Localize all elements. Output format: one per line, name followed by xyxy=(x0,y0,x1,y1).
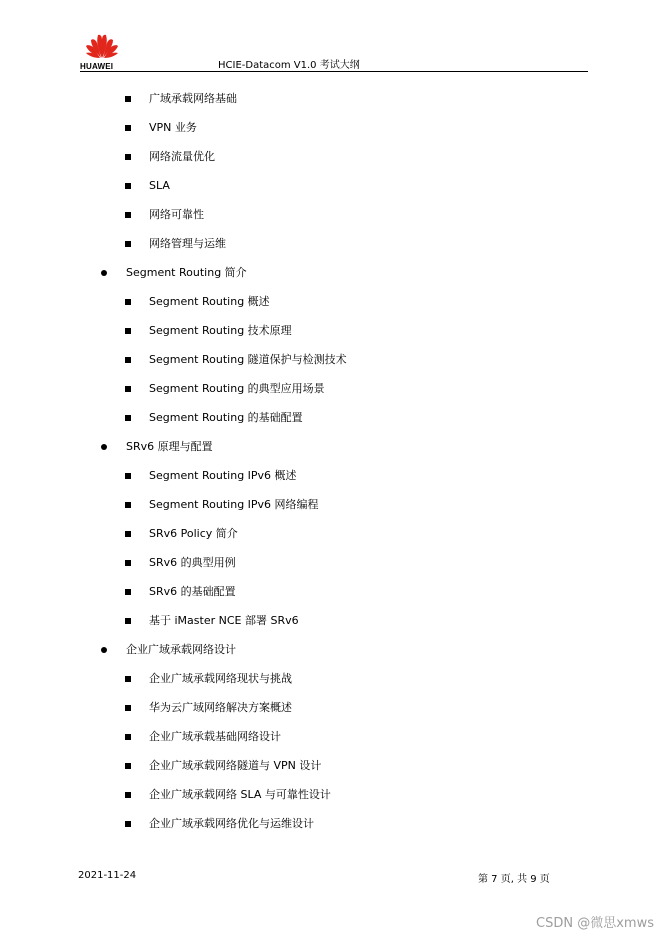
outline-item-label: 企业广域承载网络设计 xyxy=(126,643,236,656)
outline-subtopic xyxy=(0,142,668,171)
outline-subtopic xyxy=(0,606,668,635)
bullet-square-icon xyxy=(125,374,131,403)
bullet-square-icon xyxy=(125,403,131,432)
huawei-flower-icon xyxy=(84,32,120,60)
outline-item-label: Segment Routing IPv6 网络编程 xyxy=(149,498,319,511)
outline-item-label: 网络可靠性 xyxy=(149,208,204,221)
bullet-square-icon xyxy=(125,345,131,374)
bullet-square-icon xyxy=(125,490,131,519)
outline-subtopic xyxy=(0,113,668,142)
bullet-square-icon xyxy=(125,664,131,693)
bullet-square-icon xyxy=(125,548,131,577)
outline-subtopic xyxy=(0,316,668,345)
outline-subtopic xyxy=(0,809,668,838)
bullet-square-icon xyxy=(125,113,131,142)
outline-item-label: VPN 业务 xyxy=(149,121,197,134)
outline-subtopic xyxy=(0,693,668,722)
bullet-square-icon xyxy=(125,693,131,722)
outline-topic xyxy=(0,635,668,664)
outline-subtopic xyxy=(0,722,668,751)
outline-subtopic xyxy=(0,751,668,780)
outline-item-label: 企业广域承载网络现状与挑战 xyxy=(149,672,292,685)
outline-subtopic xyxy=(0,171,668,200)
outline-subtopic xyxy=(0,548,668,577)
page-number: 第 7 页, 共 9 页 xyxy=(478,874,550,885)
outline-item-label: Segment Routing 的典型应用场景 xyxy=(149,382,325,395)
outline-subtopic xyxy=(0,287,668,316)
bullet-square-icon xyxy=(125,142,131,171)
outline-subtopic xyxy=(0,490,668,519)
bullet-dot-icon xyxy=(101,258,107,287)
outline-item-label: Segment Routing 的基础配置 xyxy=(149,411,303,424)
outline-item-label: SRv6 Policy 简介 xyxy=(149,527,238,540)
outline-subtopic xyxy=(0,577,668,606)
outline-subtopic xyxy=(0,403,668,432)
outline-item-label: 企业广域承载网络优化与运维设计 xyxy=(149,817,314,830)
bullet-square-icon xyxy=(125,751,131,780)
document-title: HCIE-Datacom V1.0 考试大纲 xyxy=(218,60,360,71)
outline-item-label: 广域承载网络基础 xyxy=(149,92,237,105)
footer-date: 2021-11-24 xyxy=(78,870,137,881)
outline-item-label: 网络管理与运维 xyxy=(149,237,226,250)
outline-item-label: 网络流量优化 xyxy=(149,150,215,163)
bullet-square-icon xyxy=(125,200,131,229)
outline-list xyxy=(0,84,668,838)
outline-item-label: Segment Routing 概述 xyxy=(149,295,270,308)
huawei-logo xyxy=(80,30,124,71)
outline-subtopic xyxy=(0,345,668,374)
outline-item-label: 企业广域承载网络隧道与 VPN 设计 xyxy=(149,759,322,772)
bullet-square-icon xyxy=(125,577,131,606)
outline-item-label: 企业广域承载基础网络设计 xyxy=(149,730,281,743)
outline-item-label: SRv6 原理与配置 xyxy=(126,440,213,453)
outline-subtopic xyxy=(0,229,668,258)
outline-item-label: SLA xyxy=(149,179,170,192)
bullet-dot-icon xyxy=(101,432,107,461)
outline-subtopic xyxy=(0,374,668,403)
page-header xyxy=(80,30,588,72)
outline-item-label: SRv6 的典型用例 xyxy=(149,556,236,569)
outline-subtopic xyxy=(0,519,668,548)
bullet-square-icon xyxy=(125,316,131,345)
bullet-square-icon xyxy=(125,606,131,635)
bullet-square-icon xyxy=(125,519,131,548)
bullet-square-icon xyxy=(125,287,131,316)
outline-topic xyxy=(0,432,668,461)
outline-item-label: 华为云广域网络解决方案概述 xyxy=(149,701,292,714)
watermark: CSDN @微思xmws xyxy=(536,916,654,931)
bullet-dot-icon xyxy=(101,635,107,664)
outline-item-label: Segment Routing 隧道保护与检测技术 xyxy=(149,353,347,366)
outline-item-label: Segment Routing 技术原理 xyxy=(149,324,292,337)
outline-subtopic xyxy=(0,84,668,113)
outline-item-label: Segment Routing IPv6 概述 xyxy=(149,469,297,482)
outline-item-label: SRv6 的基础配置 xyxy=(149,585,236,598)
outline-subtopic xyxy=(0,664,668,693)
outline-item-label: 企业广域承载网络 SLA 与可靠性设计 xyxy=(149,788,331,801)
outline-item-label: 基于 iMaster NCE 部署 SRv6 xyxy=(149,614,299,627)
outline-subtopic xyxy=(0,461,668,490)
bullet-square-icon xyxy=(125,461,131,490)
bullet-square-icon xyxy=(125,171,131,200)
outline-subtopic xyxy=(0,200,668,229)
outline-subtopic xyxy=(0,780,668,809)
bullet-square-icon xyxy=(125,84,131,113)
bullet-square-icon xyxy=(125,780,131,809)
outline-topic xyxy=(0,258,668,287)
bullet-square-icon xyxy=(125,722,131,751)
outline-item-label: Segment Routing 简介 xyxy=(126,266,247,279)
brand-name: HUAWEI xyxy=(80,62,114,71)
bullet-square-icon xyxy=(125,229,131,258)
bullet-square-icon xyxy=(125,809,131,838)
